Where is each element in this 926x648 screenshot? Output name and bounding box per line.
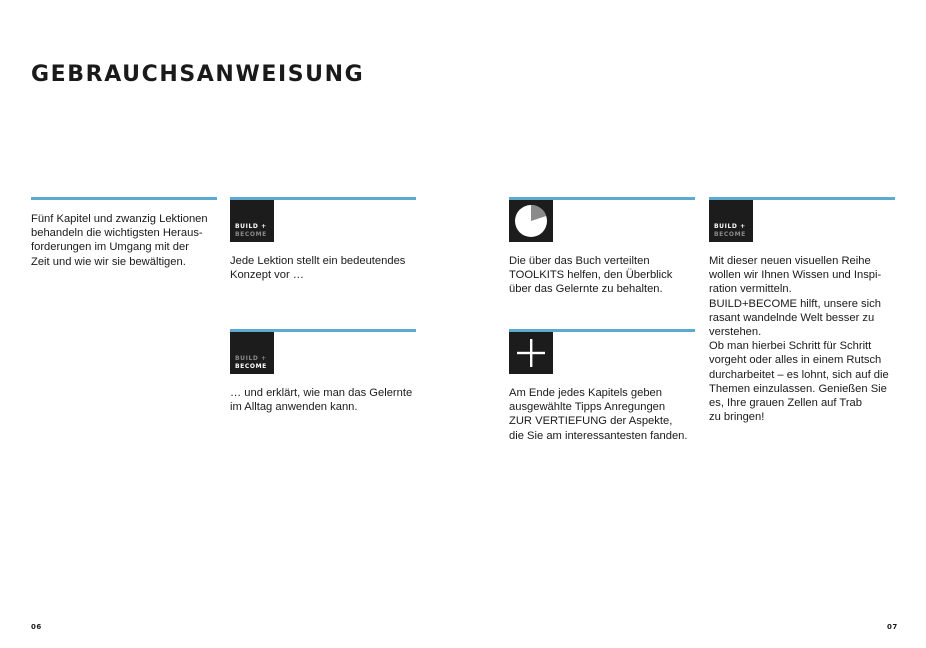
deepen-text: Am Ende jedes Kapitels geben ausgewählte Tipps Anregungen ZUR VERTIEFUNG der Aspekte, die Sie am interessantesten fanden.	[509, 387, 688, 442]
lesson-text: Jede Lektion stellt ein bedeutendes Konzept vor …	[230, 255, 406, 282]
intro-text: Fünf Kapitel und zwanzig Lektionen behandeln die wichtigsten Heraus- forderungen im Umgang mit der Zeit und wie wir sie bewältigen.	[31, 213, 208, 268]
logo-line-build: BUILD +	[235, 223, 267, 230]
logo-line-become: BECOME	[235, 231, 267, 238]
logo-line-build: BUILD +	[714, 223, 746, 230]
logo-line-become: BECOME	[714, 231, 746, 238]
plus-icon-graphic	[509, 332, 553, 374]
logo-line-become: BECOME	[235, 363, 267, 370]
divider-rule	[31, 197, 217, 200]
page-number-left: 06	[31, 623, 42, 631]
logo-line-build: BUILD +	[235, 355, 267, 362]
explain-text: … und erklärt, wie man das Gelernte im Alltag anwenden kann.	[230, 387, 413, 414]
build-become-logo	[230, 332, 274, 374]
series-text: Mit dieser neuen visuellen Reihe wollen wir Ihnen Wissen und Inspi- ration vermitteln. BUILD+BECOME hilft, unsere sich rasant wandelnde Welt besser zu verstehen. Ob man hierbei Schritt für Schritt vorgeht oder alles in einem Rutsch durcharbeitet – es lohnt, sich auf die Themen einzulassen. Genießen Sie es, Ihre grauen Zellen auf Trab zu bringen!	[709, 255, 889, 424]
pie-chart-icon-graphic	[509, 200, 553, 242]
plus-icon	[509, 332, 553, 374]
pie-chart-icon	[509, 200, 553, 242]
build-become-logo	[230, 200, 274, 242]
page-title: GEBRAUCHSANWEISUNG	[31, 62, 365, 87]
build-become-logo	[709, 200, 753, 242]
toolkits-text: Die über das Buch verteilten TOOLKITS helfen, den Überblick über das Gelernte zu behalten.	[509, 255, 673, 296]
page-number-right: 07	[887, 623, 898, 631]
